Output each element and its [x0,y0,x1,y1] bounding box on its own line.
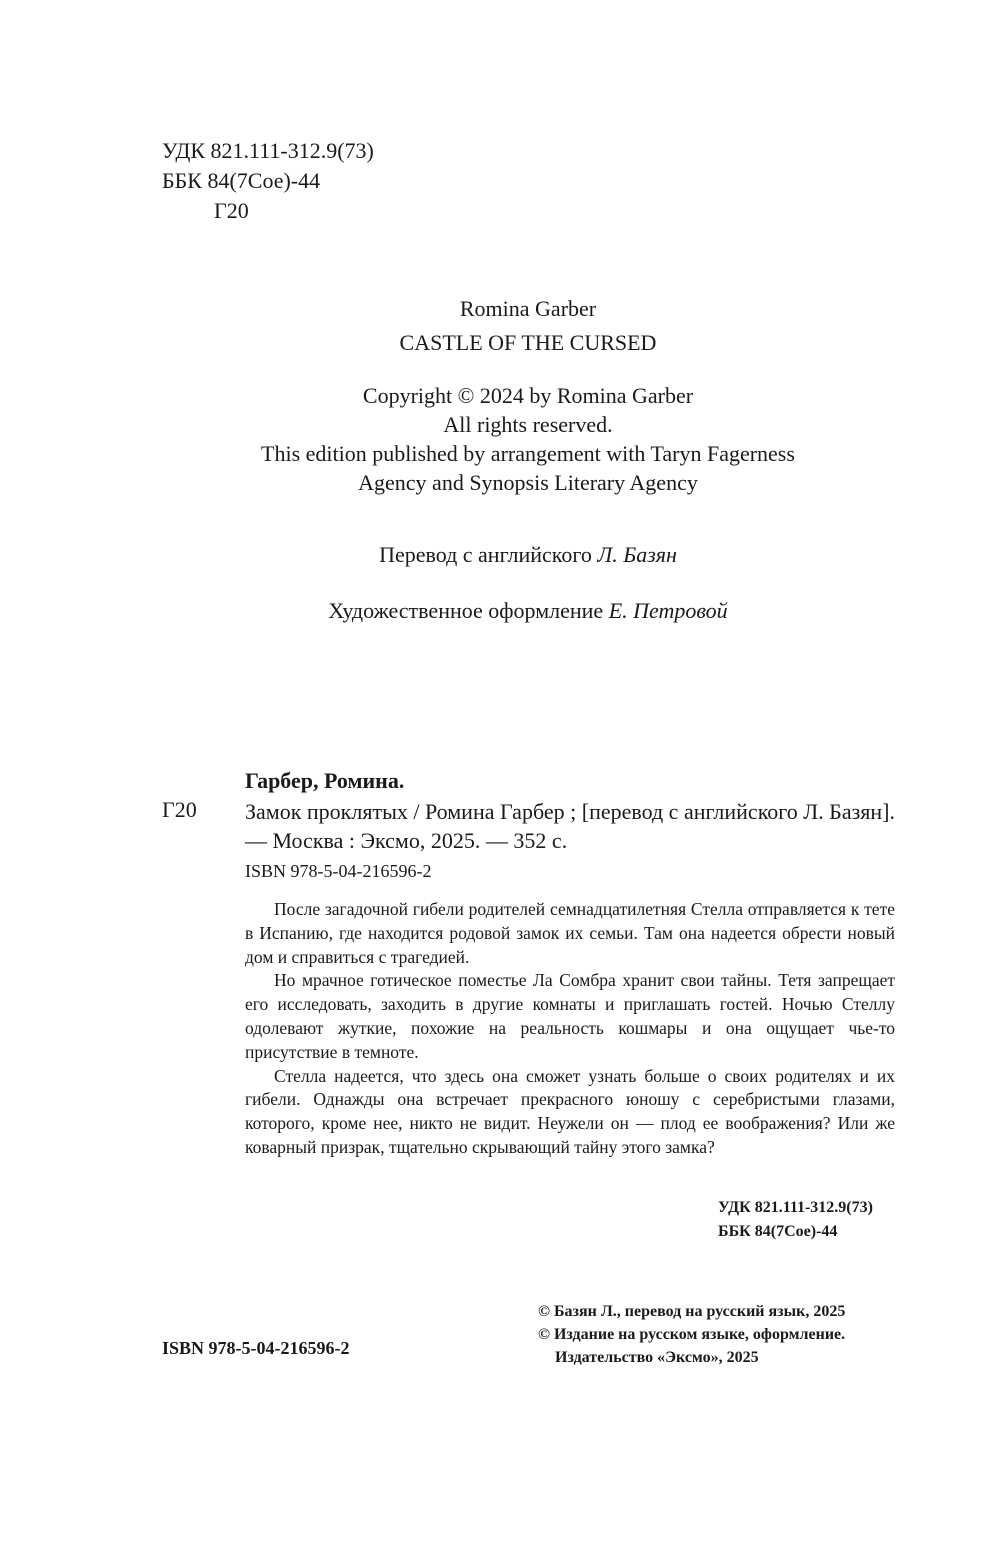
original-title-block [100,294,956,362]
footer-udk: УДК 821.111-312.9(73) [718,1199,873,1216]
copyright-line: Copyright © 2024 by Romina Garber [362,383,694,408]
udk-code: УДК 821.111-312.9(73) [162,138,374,163]
copyright-holders [538,1300,845,1369]
edition-copyright: © Издание на русском языке, оформление. [538,1326,846,1343]
edition-line: This edition published by arrangement with Taryn Fagerness [261,441,795,466]
annotation [245,898,895,1160]
design-credit [100,598,956,624]
design-label: Художественное оформление [328,598,604,623]
annotation-paragraph: Стелла надеется, что здесь она сможет узнать больше о своих родителях и их гибели. Однажды она встречает прекрасного юношу с серебристыми глазами, которого, кроме нее, никто не видит. Неужели он — плод ее воображения? Или же коварный призрак, тщательно скрывающий тайну этого замка? [245,1065,895,1157]
agency-line: Agency and Synopsis Literary Agency [358,470,698,495]
copyright-notice [100,381,956,497]
bbk-code: ББК 84(7Сое)-44 [162,168,321,193]
translator-name: Л. Базян [597,542,677,567]
translation-copyright: © Базян Л., перевод на русский язык, 2025 [538,1303,846,1320]
publisher-copyright: Издательство «Эксмо», 2025 [555,1349,759,1366]
original-title: CASTLE OF THE CURSED [399,330,657,355]
catalog-isbn: ISBN 978-5-04-216596-2 [245,861,432,881]
translator-credit [100,542,956,568]
catalog-description: Замок проклятых / Ромина Гарбер ; [перевод с английского Л. Базян]. — Москва : Эксмо, 2025. — 352 с. [245,799,895,853]
designer-name: Е. Петровой [608,598,728,623]
annotation-paragraph: Но мрачное готическое поместье Ла Сомбра хранит свои тайны. Тетя запрещает его исследовать, заходить в другие комнаты и приглашать гостей. Ночью Стеллу одолевают жуткие, похожие на реальность кошмары и она ощущает чье-то присутствие в темноте. [245,970,895,1062]
catalog-author-heading: Гарбер, Ромина. [245,768,405,793]
original-author: Romina Garber [459,296,597,321]
rights-line: All rights reserved. [443,412,613,437]
annotation-paragraph: После загадочной гибели родителей семнадцатилетняя Стелла отправляется к тете в Испанию, где находится родовой замок их семьи. Там она надеется обрести новый дом и справиться с трагедией. [245,899,895,967]
catalog-code: Г20 [162,797,197,822]
classification-footer [718,1196,873,1244]
author-code: Г20 [214,198,249,223]
translation-label: Перевод с английского [379,542,592,567]
footer-bbk: ББК 84(7Сое)-44 [718,1223,838,1240]
classification-header [162,136,374,226]
footer-isbn: ISBN 978-5-04-216596-2 [162,1338,350,1358]
